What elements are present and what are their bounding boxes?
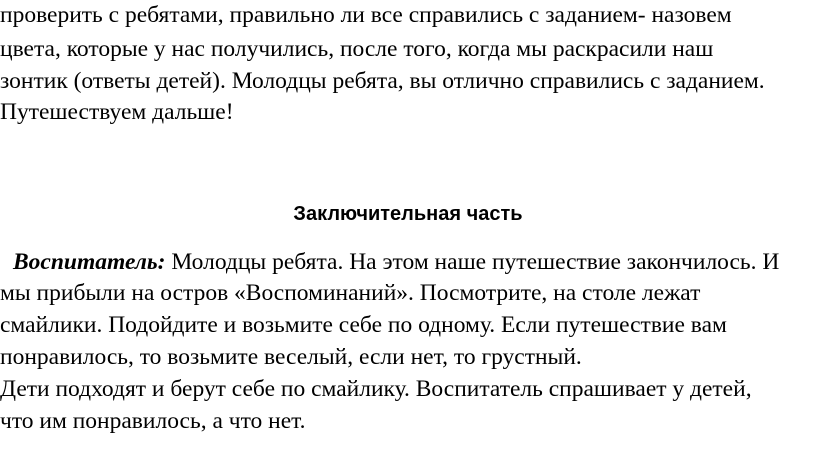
text-line: понравилось, то возьмите веселый, если нет, то грустный. bbox=[0, 344, 582, 370]
text-line: мы прибыли на остров «Воспоминаний». Посмотрите, на столе лежат bbox=[0, 280, 701, 306]
section-heading: Заключительная часть bbox=[293, 203, 523, 225]
text-line: Дети подходят и берут себе по смайлику. Воспитатель спрашивает у детей, bbox=[0, 376, 752, 402]
text-line: проверить с ребятами, правильно ли все справились с заданием- назовем bbox=[0, 2, 732, 28]
text-line bbox=[13, 251, 779, 275]
text-line: смайлики. Подойдите и возьмите себе по одному. Если путешествие вам bbox=[0, 312, 727, 338]
speaker-text: Молодцы ребята. На этом наше путешествие закончилось. И bbox=[165, 249, 780, 275]
text-line: зонтик (ответы детей). Молодцы ребята, вы отлично справились с заданием. bbox=[0, 68, 765, 94]
text-line: Путешествуем дальше! bbox=[0, 99, 234, 125]
speaker-label: Воспитатель: bbox=[13, 249, 166, 275]
text-line: цвета, которые у нас получились, после того, когда мы раскрасили наш bbox=[0, 36, 714, 62]
text-line: что им понравилось, а что нет. bbox=[0, 408, 306, 434]
